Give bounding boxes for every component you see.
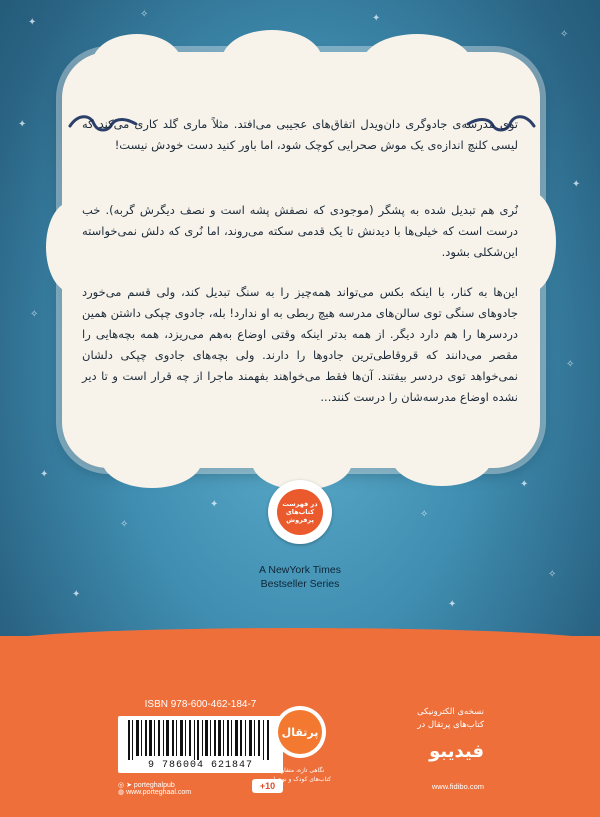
globe-icon: ◍ [118,789,125,796]
sparkle-icon: ✧ [420,509,429,520]
age-badge: +10 [252,779,283,793]
fidibo-line-1: نسخه‌ی الکترونیکی [416,707,484,717]
isbn-label: ISBN 978-600-462-184-7 [144,699,257,710]
sparkle-icon: ✧ [140,9,149,20]
publisher-tagline-2: کتاب‌های کودک و نوجوان [268,776,332,783]
bestseller-badge-label: در فهرست کتاب‌های پرفروش [277,489,323,535]
description-paragraph-1: توی مدرسه‌ی جادوگری دان‌ویدل اتفاق‌های عجیبی می‌افتد. مثلاً ماری گلد کاری می‌کند که لیسی کلنچ اندازه‌ی یک موش صحرایی کوچک شود، اما باور کنید دست خودش نیست! [82,117,518,152]
sparkle-icon: ✦ [210,499,219,510]
sparkle-icon: ✦ [372,13,381,24]
sparkle-icon: ✧ [548,569,557,580]
cloud-bump [222,30,322,90]
nyt-line-1: A NewYork Times [259,564,341,576]
description-paragraph-3: این‌ها به کنار، با اینکه بکس می‌تواند همه‌چیز را به سنگ تبدیل کند، ولی قسم می‌خورد جادوهای سنگی توی سالن‌های مدرسه هیچ ربطی به او ندارد! بله، جادوی چپکی داشتن همین دردسرها را هم دارد دیگر. از همه بدتر اینکه وقتی اوضاع به‌هم می‌ریزد، همه بچه‌هایی را مقصر می‌دانند که قروقاطی‌ترین جادوها را دارند. ولی بچه‌های جادوی چپکی دلشان نمی‌خواهد توی دردسر بیفتند. آن‌ها فقط می‌خواهند بفهمند ماجرا از چه قرار است و تا دیر نشده اوضاع مدرسه‌شان را درست کنند... [82,285,518,404]
sparkle-icon: ✧ [566,359,575,370]
sparkle-icon: ✧ [30,309,39,320]
fidibo-url: www.fidibo.com [431,782,484,791]
sparkle-icon: ✧ [120,519,129,530]
fidibo-logo: فیدیبو [429,741,484,762]
nyt-bestseller-caption [230,563,370,591]
cloud-bump [392,430,492,486]
publisher-tagline [262,766,338,784]
sparkle-icon: ✦ [448,599,457,610]
sparkle-icon: ✦ [72,589,81,600]
cloud-bump [362,34,472,94]
sparkle-icon: ✦ [18,119,27,130]
telegram-icon: ➤ [126,782,132,789]
cloud-bump [92,34,182,94]
publisher-tagline-1: نگاهی تازه، متفاوت [275,767,325,774]
barcode-bars-icon [118,716,283,760]
sparkle-icon: ✦ [40,469,49,480]
publisher-logo-text: پرتقال [278,710,322,754]
sparkle-icon: ✧ [560,29,569,40]
sparkle-icon: ✦ [28,17,37,28]
description-paragraph-2: نُری هم تبدیل شده به پشگر (موجودی که نصفش پشه است و نصف دیگرش گربه). خب درست است که خیلی‌ها با دیدنش تا یک قدمی سکته می‌روند، اما نُری که دلش نمی‌خواسته این‌شکلی بشود. [82,203,518,259]
fidibo-line-2: کتاب‌های پرتقال در [417,720,484,730]
cloud-bump [102,432,202,488]
sparkle-icon: ✦ [572,179,581,190]
sparkle-icon: ✦ [520,479,529,490]
bestseller-badge [268,480,332,544]
nyt-line-2: Bestseller Series [260,578,340,590]
social-handle: porteghalpub [133,782,175,789]
instagram-icon: ◎ [118,782,125,789]
publisher-logo [274,706,326,758]
publisher-website: www.porteghaal.com [126,789,192,796]
fidibo-promo [366,706,484,732]
barcode-digits: 9 786004 621847 [147,760,253,771]
